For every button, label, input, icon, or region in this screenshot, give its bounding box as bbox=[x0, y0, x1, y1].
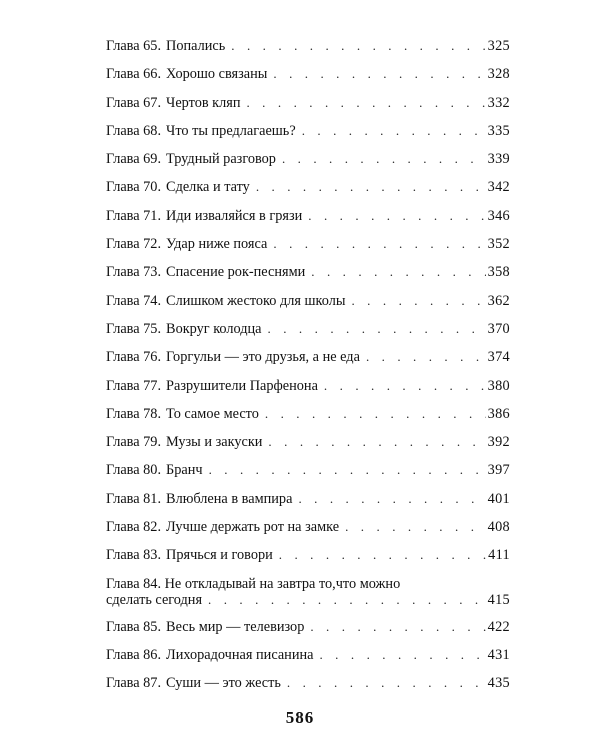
dot-leader bbox=[265, 406, 486, 422]
toc-entry bbox=[106, 619, 510, 647]
chapter-page-number: 386 bbox=[487, 405, 510, 422]
toc-entry-label bbox=[106, 208, 302, 224]
chapter-title: Спасение рок-песнями bbox=[166, 264, 306, 281]
dot-leader bbox=[246, 95, 485, 111]
dot-leader bbox=[345, 519, 486, 535]
toc-entry bbox=[106, 406, 510, 434]
chapter-number: Глава 75. bbox=[106, 320, 162, 337]
chapter-title: Хорошо связаны bbox=[166, 66, 268, 83]
chapter-number: Глава 77. bbox=[106, 377, 162, 394]
toc-entry-line bbox=[106, 647, 510, 663]
toc-entry-line bbox=[106, 519, 510, 535]
chapter-page-number: 358 bbox=[487, 264, 510, 281]
chapter-page-number: 325 bbox=[487, 38, 510, 54]
toc-entry-label bbox=[106, 66, 267, 82]
chapter-title: Попались bbox=[166, 38, 226, 54]
toc-entry-line bbox=[106, 293, 510, 309]
chapter-title: Горгульи — это друзья, а не еда bbox=[166, 349, 360, 366]
chapter-title: Влюблена в вампира bbox=[166, 490, 293, 507]
toc-entry-label bbox=[106, 434, 262, 450]
chapter-title: Удар ниже пояса bbox=[166, 236, 268, 253]
toc-entry bbox=[106, 378, 510, 406]
chapter-title: Сделка и тату bbox=[166, 179, 250, 196]
dot-leader bbox=[310, 619, 485, 635]
toc-entry-label bbox=[106, 349, 360, 365]
toc-entry-label bbox=[106, 38, 225, 54]
chapter-number: Глава 71. bbox=[106, 207, 162, 224]
chapter-number: Глава 74. bbox=[106, 292, 162, 309]
toc-entry bbox=[106, 208, 510, 236]
toc-entry bbox=[106, 179, 510, 207]
chapter-page-number: 346 bbox=[487, 207, 510, 224]
toc-entry bbox=[106, 462, 510, 490]
toc-entry-line bbox=[106, 66, 510, 82]
toc-entry-second-line bbox=[106, 592, 510, 608]
chapter-title: Не откладывай на завтра то,что можно bbox=[164, 575, 401, 592]
toc-entry-line bbox=[106, 321, 510, 337]
chapter-number: Глава 79. bbox=[106, 434, 162, 451]
table-of-contents bbox=[106, 38, 510, 704]
dot-leader bbox=[282, 151, 486, 167]
toc-entry-label bbox=[106, 491, 292, 507]
dot-leader bbox=[279, 547, 486, 563]
chapter-title: Трудный разговор bbox=[166, 151, 276, 168]
toc-entry-label bbox=[106, 462, 203, 478]
toc-entry-line bbox=[106, 123, 510, 139]
chapter-number: Глава 81. bbox=[106, 490, 162, 507]
toc-entry-label bbox=[106, 151, 276, 167]
toc-entry-label bbox=[106, 519, 339, 535]
toc-entry-line bbox=[106, 547, 510, 563]
chapter-page-number: 328 bbox=[487, 66, 510, 83]
chapter-number: Глава 82. bbox=[106, 519, 162, 536]
toc-entry-line bbox=[106, 378, 510, 394]
toc-entry-label bbox=[106, 675, 281, 691]
chapter-page-number: 332 bbox=[487, 94, 510, 111]
dot-leader bbox=[324, 378, 486, 394]
chapter-page-number: 370 bbox=[487, 320, 510, 337]
dot-leader bbox=[256, 179, 486, 195]
chapter-page-number: 397 bbox=[487, 462, 510, 479]
toc-entry bbox=[106, 547, 510, 575]
chapter-page-number: 362 bbox=[487, 292, 510, 309]
toc-entry-label bbox=[106, 236, 267, 252]
toc-entry bbox=[106, 123, 510, 151]
toc-entry-line bbox=[106, 95, 510, 111]
toc-entry-label bbox=[106, 406, 259, 422]
chapter-page-number: 408 bbox=[487, 519, 510, 536]
chapter-number: Глава 85. bbox=[106, 618, 162, 635]
chapter-title: Суши — это жесть bbox=[166, 675, 281, 692]
chapter-page-number: 339 bbox=[487, 151, 510, 168]
chapter-title: Разрушители Парфенона bbox=[166, 377, 318, 394]
toc-entry bbox=[106, 321, 510, 349]
dot-leader bbox=[308, 208, 485, 224]
toc-entry-line bbox=[106, 462, 510, 478]
chapter-title: Музы и закуски bbox=[166, 434, 263, 451]
toc-entry bbox=[106, 647, 510, 675]
toc-entry-label bbox=[106, 619, 304, 635]
toc-entry bbox=[106, 236, 510, 264]
chapter-title: Прячься и говори bbox=[166, 547, 273, 564]
dot-leader bbox=[302, 123, 486, 139]
toc-entry bbox=[106, 95, 510, 123]
toc-entry-line bbox=[106, 349, 510, 365]
toc-entry-label bbox=[106, 95, 240, 111]
chapter-page-number: 415 bbox=[487, 591, 510, 608]
toc-entry bbox=[106, 675, 510, 703]
toc-entry bbox=[106, 434, 510, 462]
toc-entry bbox=[106, 576, 510, 613]
toc-entry-label bbox=[106, 321, 262, 337]
chapter-number: Глава 68. bbox=[106, 122, 162, 139]
chapter-number: Глава 66. bbox=[106, 66, 162, 83]
chapter-page-number: 411 bbox=[488, 547, 510, 564]
chapter-number: Глава 69. bbox=[106, 151, 162, 168]
toc-entry-line bbox=[106, 236, 510, 252]
chapter-number: Глава 84. bbox=[106, 575, 162, 592]
chapter-number: Глава 65. bbox=[106, 38, 162, 54]
dot-leader bbox=[298, 491, 485, 507]
toc-entry-label bbox=[106, 293, 345, 309]
chapter-number: Глава 72. bbox=[106, 236, 162, 253]
chapter-number: Глава 78. bbox=[106, 405, 162, 422]
chapter-page-number: 435 bbox=[487, 675, 510, 692]
chapter-page-number: 374 bbox=[487, 349, 510, 366]
toc-entry-label bbox=[106, 123, 296, 139]
toc-entry-label bbox=[106, 647, 313, 663]
chapter-title-continued: сделать сегодня bbox=[106, 591, 203, 608]
chapter-page-number: 422 bbox=[487, 618, 510, 635]
toc-entry-label bbox=[106, 179, 250, 195]
chapter-number: Глава 87. bbox=[106, 675, 162, 692]
chapter-number: Глава 80. bbox=[106, 462, 162, 479]
toc-entry bbox=[106, 293, 510, 321]
toc-entry-line bbox=[106, 179, 510, 195]
chapter-number: Глава 83. bbox=[106, 547, 162, 564]
dot-leader bbox=[208, 592, 486, 608]
toc-entry bbox=[106, 519, 510, 547]
dot-leader bbox=[366, 349, 486, 365]
toc-entry-line bbox=[106, 619, 510, 635]
chapter-title: Иди изваляйся в грязи bbox=[166, 207, 303, 224]
toc-entry bbox=[106, 38, 510, 66]
dot-leader bbox=[231, 38, 485, 54]
toc-entry-first-line bbox=[106, 576, 510, 592]
toc-entry-label bbox=[106, 547, 273, 563]
toc-entry bbox=[106, 491, 510, 519]
toc-entry-line bbox=[106, 208, 510, 224]
dot-leader bbox=[319, 647, 485, 663]
chapter-number: Глава 76. bbox=[106, 349, 162, 366]
chapter-number: Глава 86. bbox=[106, 646, 162, 663]
toc-entry-label bbox=[106, 264, 305, 280]
chapter-title: Чертов кляп bbox=[166, 94, 241, 111]
chapter-number: Глава 73. bbox=[106, 264, 162, 281]
chapter-page-number: 392 bbox=[487, 434, 510, 451]
toc-entry-line bbox=[106, 675, 510, 691]
toc-entry bbox=[106, 349, 510, 377]
dot-leader bbox=[311, 264, 485, 280]
dot-leader bbox=[287, 675, 486, 691]
toc-entry-line bbox=[106, 406, 510, 422]
page-number-folio: 586 bbox=[285, 708, 315, 727]
chapter-title: Что ты предлагаешь? bbox=[166, 122, 296, 139]
toc-entry-line bbox=[106, 38, 510, 54]
toc-entry-line bbox=[106, 491, 510, 507]
chapter-title: Бранч bbox=[166, 462, 203, 479]
toc-entry bbox=[106, 66, 510, 94]
toc-entry bbox=[106, 264, 510, 292]
toc-entry bbox=[106, 151, 510, 179]
chapter-title: Лихорадочная писанина bbox=[166, 646, 314, 663]
chapter-page-number: 335 bbox=[487, 122, 510, 139]
dot-leader bbox=[209, 462, 486, 478]
dot-leader bbox=[273, 66, 485, 82]
chapter-title: Слишком жестоко для школы bbox=[166, 292, 346, 309]
dot-leader bbox=[268, 434, 485, 450]
chapter-title: Лучше держать рот на замке bbox=[166, 519, 340, 536]
dot-leader bbox=[351, 293, 485, 309]
toc-entry-line bbox=[106, 151, 510, 167]
toc-entry-label bbox=[106, 378, 318, 394]
chapter-page-number: 342 bbox=[487, 179, 510, 196]
chapter-number: Глава 67. bbox=[106, 94, 162, 111]
chapter-title: Весь мир — телевизор bbox=[166, 618, 305, 635]
toc-entry-line bbox=[106, 434, 510, 450]
chapter-page-number: 380 bbox=[487, 377, 510, 394]
chapter-page-number: 401 bbox=[487, 490, 510, 507]
chapter-number: Глава 70. bbox=[106, 179, 162, 196]
dot-leader bbox=[268, 321, 486, 337]
chapter-page-number: 352 bbox=[487, 236, 510, 253]
chapter-page-number: 431 bbox=[487, 646, 510, 663]
dot-leader bbox=[273, 236, 485, 252]
chapter-title: То самое место bbox=[166, 405, 259, 422]
toc-entry-line bbox=[106, 264, 510, 280]
chapter-title: Вокруг колодца bbox=[166, 320, 262, 337]
